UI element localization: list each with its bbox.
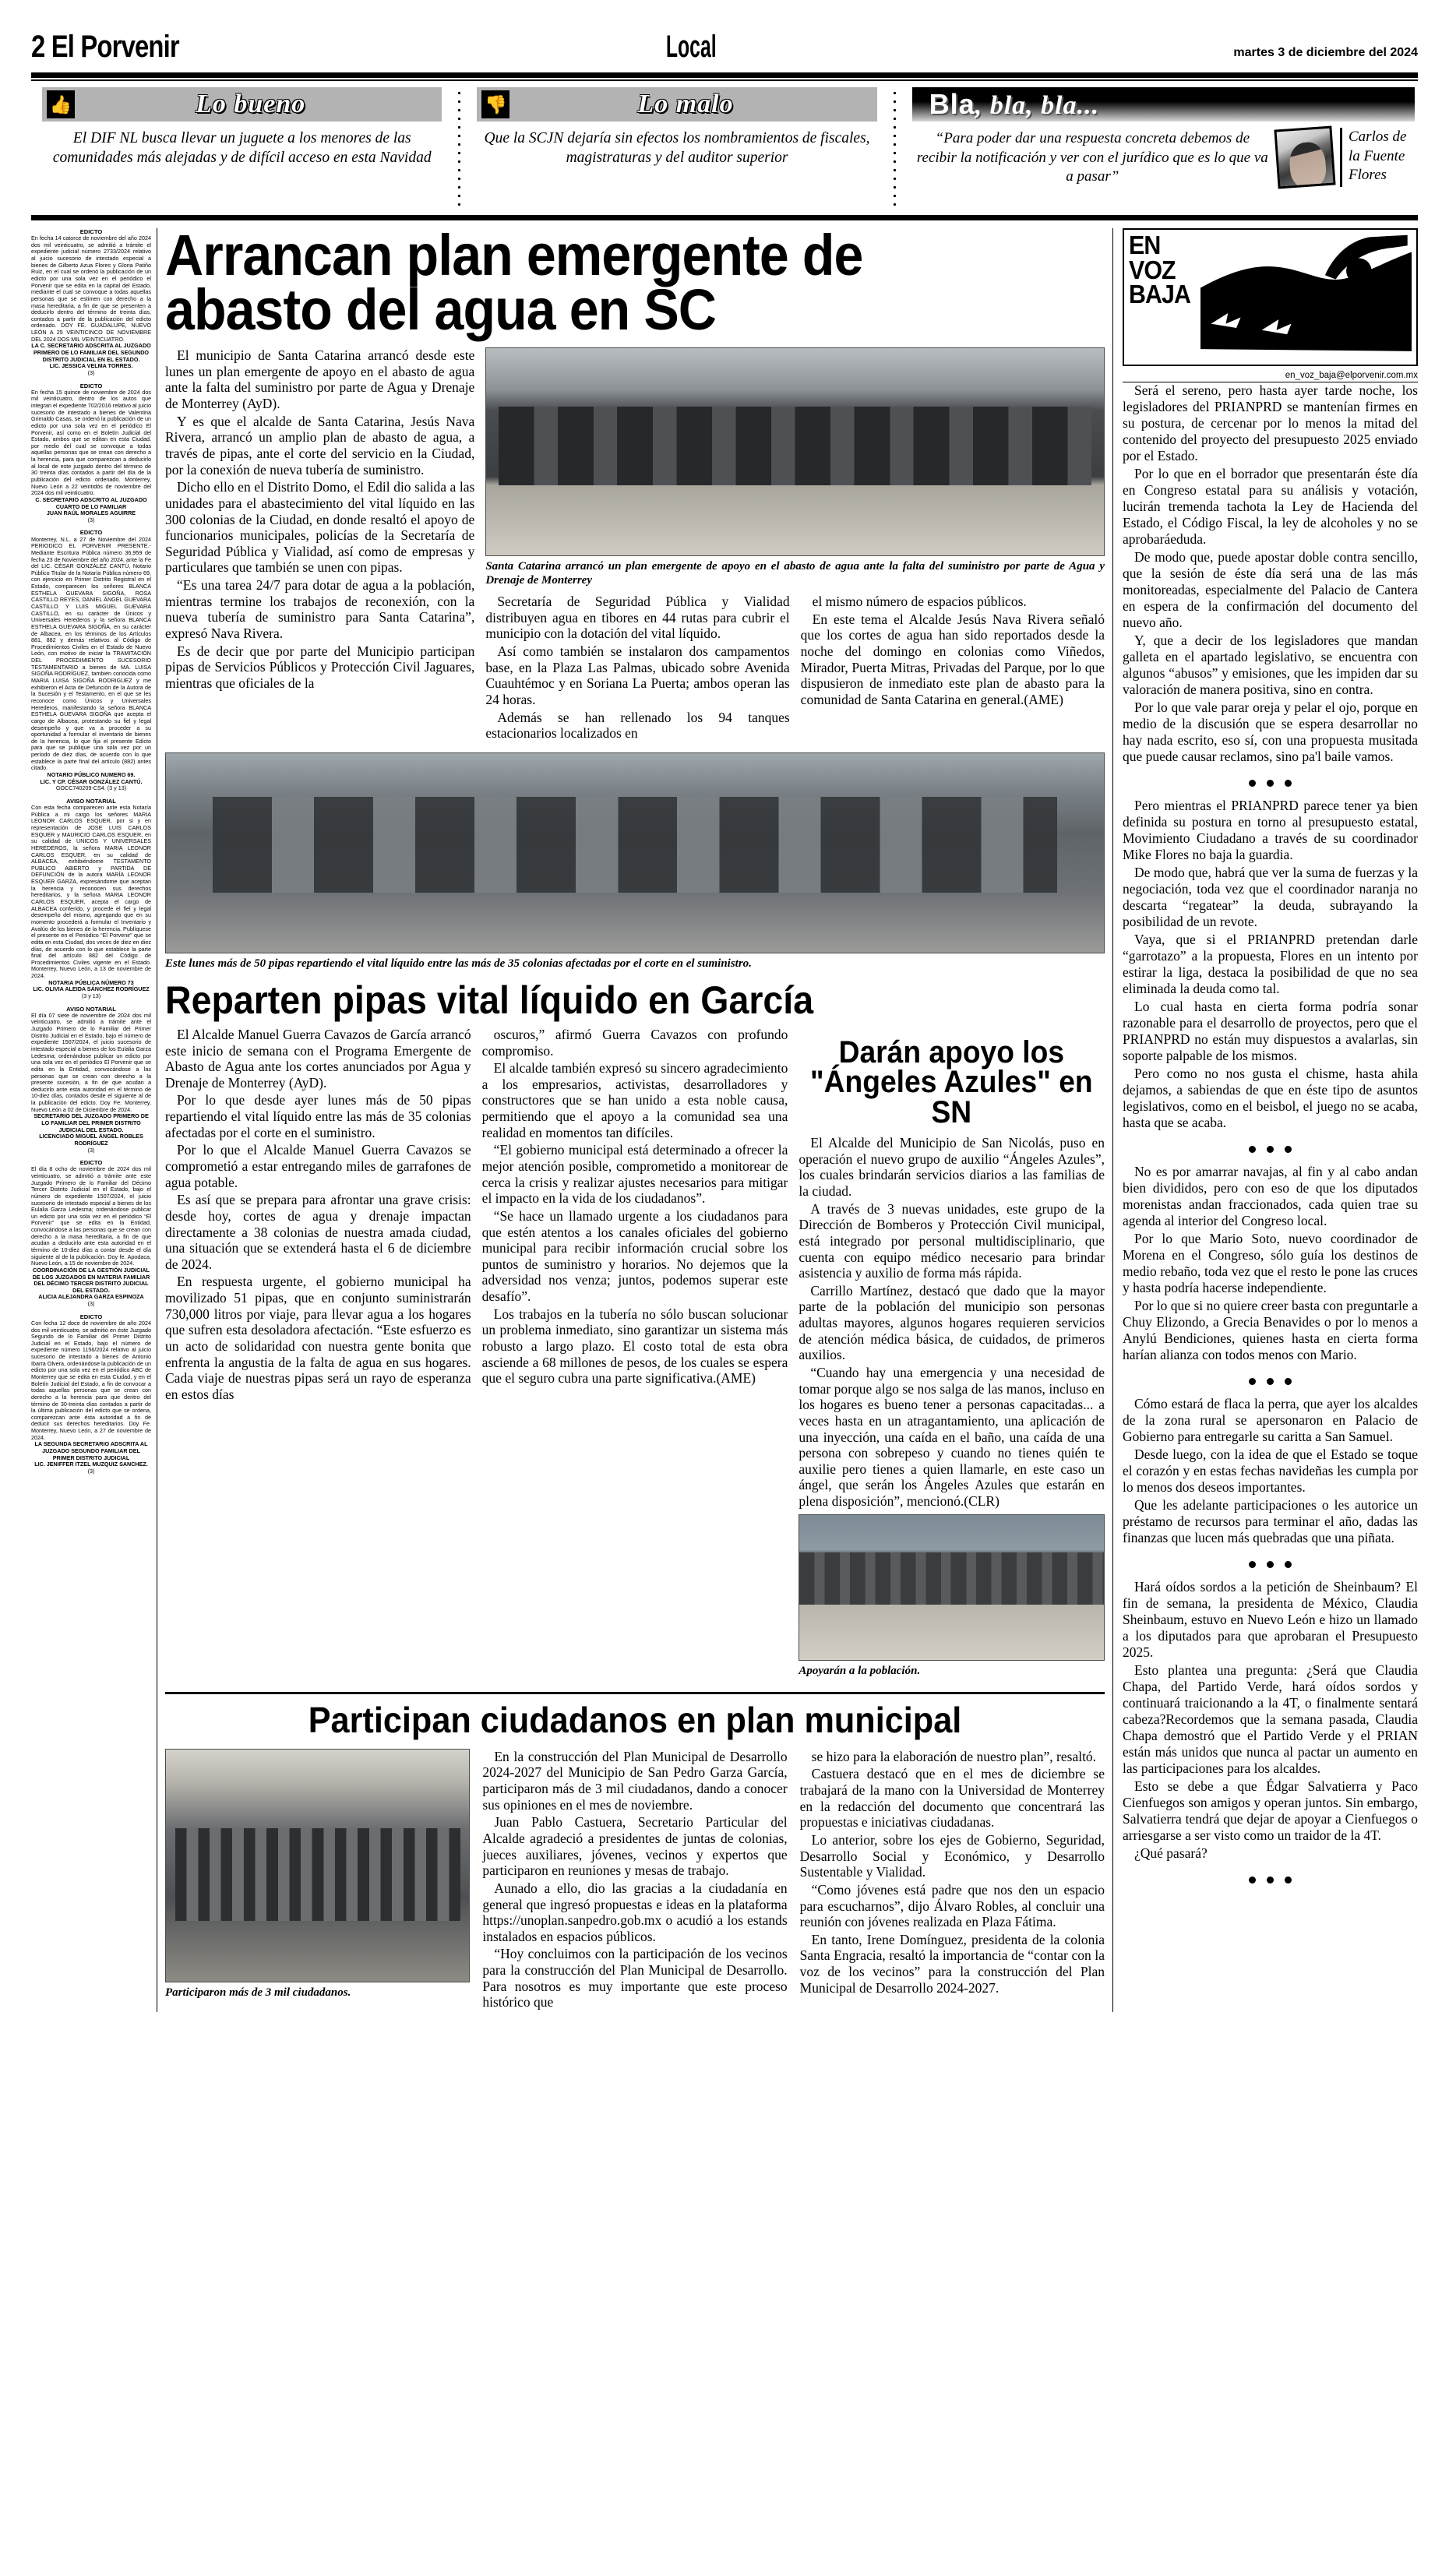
paragraph: Por lo que el Alcalde Manuel Guerra Cavazos se comprometió a estar entregando miles de garrafones de agua potable. — [165, 1142, 471, 1190]
garcia-story-columns — [165, 1027, 1105, 1684]
edicto-heading: EDICTO — [79, 382, 103, 389]
edicto-body: En fecha 14 catorce de noviembre del año 2024 dos mil veinticuatro, se admitió a trámite el expediente judicial número 2733/2024 relativo al juicio sucesorio de intestado especial a bienes de Gilberto Azua Flores y Gloria Patiño Ruiz, en el cual se ordenó la publicación de un edicto por una sola vez en el periódico el Porvenir que se edita en la capital del Estado, mediante el cual se convoque a todas aquellas personas que se estimen con derecho a la masa hereditaria, a fin de que se presenten a deducirlo dentro del término de treinta días, contados a partir de la publicación del edicto ordenado. DOY FE. GUADALUPE, NUEVO LEÓN A 25 VEINTICINCO DE NOVIEMBRE DEL 2024 DOS MIL VEINTICUATRO. — [31, 234, 151, 343]
paragraph: Los trabajos en la tubería no sólo buscan solucionar un problema inmediato, sino garantizar un sistema más robusto a largo plazo. El costo total de esta obra asciende a 68 millones de pesos, de los cuales se espera que el seguro cubra una parte significativa.(AME) — [481, 1306, 788, 1387]
paragraph: El Alcalde del Municipio de San Nicolás, puso en operación el nuevo grupo de auxilio “Ángeles Azules”, los cuales brindarán servicios diarios a las familias de la ciudad. — [799, 1135, 1105, 1199]
en-voz-baja-title — [1129, 233, 1195, 360]
paragraph: Que les adelante participaciones o les autorice un préstamo de recursos para terminar el año, dadas las finanzas que lucen más quebradas que una piñata. — [1123, 1496, 1418, 1545]
section-separator-dots — [1123, 1552, 1418, 1573]
paragraph: Será el sereno, pero hasta ayer tarde noche, los legisladores del PRIANPRD se mantenían firmes en su postura, de cercenar por lo menos la mitad del contenido del proyecto del presupuesto 2025 enviado por el Estado. — [1123, 382, 1418, 463]
paragraph: Pero como no nos gusta el chisme, hasta ahila dejamos, a sabiendas de que en éste tipo de asuntos legislativos, como en el beisbol, el juego no se acaba, hasta que se acaba. — [1123, 1065, 1418, 1130]
opinion-bla-title-rest: , bla, bla... — [975, 91, 1100, 120]
paragraph: A través de 3 nuevas unidades, este grupo de la Dirección de Bomberos y Protección Civil municipal, está integrado por personal multidisciplinario, que cuenta con equipo médico necesario para brindar asistencia y auxilio de forma más rápida. — [799, 1200, 1105, 1281]
section-separator-dots — [1123, 1868, 1418, 1888]
en-voz-baja-email[interactable]: en_voz_baja@elporvenir.com.mx — [1123, 371, 1418, 382]
whispering-silhouette-icon — [1200, 233, 1412, 360]
paragraph: Lo cual hasta en cierta forma podría sonar razonable para el desarrollo de proyectos, pero que el PRIANPRD no están muy dispuestos a avalarlas, sin soporte palpable de los mismos. — [1123, 998, 1418, 1063]
opinion-bad — [466, 87, 887, 210]
paragraph: Lo anterior, sobre los ejes de Gobierno, Seguridad, Desarrollo Social y Económico, y Desarrollo Sustentable y Vialidad. — [799, 1831, 1105, 1880]
paragraph: Pero mientras el PRIANPRD parece tener ya bien definida su postura en torno al presupuesto estatal, Movimiento Ciudadano a través de su coordinador Mike Flores no baja la guardia. — [1123, 797, 1418, 862]
avatar — [1274, 126, 1335, 189]
paragraph: Dicho ello en el Distrito Domo, el Edil dio salida a las unidades para el abastecimiento del vital líquido en las 300 colonias de la Ciudad, en donde resaltó el apoyo de funcionarios municipales, policías de la Secretaría de Seguridad Pública y Vialidad, así como de empresas y particulares que también se unen con pipas. — [165, 479, 475, 576]
paragraph: “Es una tarea 24/7 para dotar de agua a la población, mientras termine los trabajos de reconexión, con la nueva tubería de suministro para Santa Catarina”, expresó Nava Rivera. — [165, 577, 475, 641]
edicto-signature-name: ALICIA ALEJANDRA GARZA ESPINOZA — [38, 1293, 144, 1301]
edicto-number: (3) — [87, 1146, 95, 1154]
issue-date: martes 3 de diciembre del 2024 — [1233, 46, 1418, 59]
divider-rule — [165, 1692, 1105, 1694]
opinion-good — [31, 87, 453, 210]
paragraph: Y es que el alcalde de Santa Catarina, Jesús Nava Rivera, arrancó un amplio plan de abasto de agua, a través de pipas, ante el corte del servicio en la Ciudad, por la conexión de nueva tubería de suministro. — [165, 413, 475, 477]
thumbs-down-icon: 👎 — [481, 90, 509, 118]
edicto-heading: AVISO NOTARIAL — [66, 1005, 116, 1013]
edicto-item — [31, 228, 151, 377]
paragraph: Por lo que si no quiere creer basta con preguntarle a Chuy Elizondo, a Grecia Benavides o por lo menos a Anylú Bendiciones, quienes hasta en cierta forma harían alianza con todos menos con Mario. — [1123, 1297, 1418, 1362]
edicto-signature-role: COORDINACIÓN DE LA GESTIÓN JUDICIAL DE LOS JUZGADOS EN MATERIA FAMILIAR DEL DÉCIMO TERCER DISTRITO JUDICIAL DEL ESTADO. — [32, 1266, 150, 1294]
paragraph: Es así que se prepara para afrontar una grave crisis: desde hoy, cortes de agua y drenaje impactan directamente a 38 colonias de nuestra amada ciudad, una situación que se extenderá hasta el 6 de diciembre de 2024. — [165, 1192, 471, 1272]
opinion-bla-title-bold: Bla — [929, 88, 975, 120]
paragraph: “Se hace un llamado urgente a los ciudadanos para que estén atentos a los canales oficiales del gobierno municipal para recibir información crucial sobre los puntos de suministro y horarios. No dejemos que la adversidad nos venza; juntos, podemos superar este desafío”. — [481, 1207, 788, 1305]
paragraph: En este tema el Alcalde Jesús Nava Rivera señaló que los cortes de agua han sido reportados desde la noche del domingo en colonias como Viñedos, Mirador, Puerta Mitras, Privadas del Parque, por lo que dispusieron de inmediato este plan de abasto para la comunidad de Santa Catarina en general.(AME) — [800, 611, 1105, 707]
section-title: Local — [666, 30, 717, 64]
opinion-bla — [901, 87, 1418, 210]
paragraph: el mismo número de espacios públicos. — [812, 594, 1027, 610]
angeles-photo — [799, 1514, 1105, 1661]
edicto-item — [31, 798, 151, 1000]
main-story-col3 — [801, 594, 1105, 743]
main-story-photo — [485, 347, 1105, 556]
paragraph: ¿Qué pasará? — [1134, 1845, 1208, 1861]
edicto-signature-name: LIC. OLIVIA ALEIDA SÁNCHEZ RODRÍGUEZ — [33, 985, 150, 993]
opinion-bla-title — [917, 88, 1410, 121]
opinion-bla-author: Carlos de la Fuente Flores — [1340, 128, 1415, 187]
paragraph: Y, que a decir de los legisladores que mandan galleta en el apartado legislativo, se encuentra con algunos “abusos” y emisiones, que les impiden dar su valoración de manera positiva, sino en contra. — [1123, 632, 1418, 697]
edicto-heading: AVISO NOTARIAL — [66, 797, 116, 805]
dotted-divider-2 — [893, 89, 897, 210]
paragraph: Por lo que desde ayer lunes más de 50 pipas repartiendo el vital líquido entre las más de 35 colonias afectadas por el corte en el suministro. — [165, 1092, 471, 1140]
edicto-signature-role: LA C. SECRETARIO ADSCRITA AL JUZGADO PRIMERO DE LO FAMILIAR DEL SEGUNDO DISTRITO JUDICIAL EN EL ESTADO. — [31, 342, 151, 363]
main-story-columns — [165, 347, 1105, 743]
plan-col-photo — [165, 1749, 470, 2012]
edicto-heading: EDICTO — [79, 529, 103, 537]
garcia-story-caption: Este lunes más de 50 pipas repartiendo el vital líquido entre las más de 35 colonias afectadas por el corte en el suministro. — [165, 957, 752, 970]
edicto-item — [31, 1159, 151, 1308]
paragraph: Juan Pablo Castuera, Secretario Particular del Alcalde agradeció a presidentes de juntas de colonias, jueces auxiliares, jóvenes, vecinos y expertos que participaron en reuniones y mesas de trabajo. — [482, 1814, 788, 1879]
edicto-signature-role: SECRETARIO DEL JUZGADO PRIMERO DE LO FAMILIAR DEL PRIMER DISTRITO JUDICIAL DEL ESTADO. — [33, 1112, 149, 1133]
paragraph: se hizo para la elaboración de nuestro plan”, resaltó. — [811, 1748, 1097, 1764]
opinion-bla-quote: “Para poder dar una respuesta concreta debemos de recibir la notificación y ver con el jurídico que es lo que va a pasar” — [916, 130, 1268, 185]
paragraph: Por lo que Mario Soto, nuevo coordinador de Morena en el Congreso, sólo guía los destinos de medio rebaño, toda vez que el resto le pone las cruces y hasta podría hacerse independiente. — [1123, 1230, 1418, 1295]
opinion-good-text: El DIF NL busca llevar un juguete a los menores de las comunidades más alejadas y de difícil acceso en esta Navidad — [52, 130, 432, 166]
opinion-bad-title: Lo malo — [637, 90, 734, 118]
edictos-column — [31, 228, 157, 2012]
paragraph: “Cuando hay una emergencia y una necesidad de tomar porque algo se nos salga de las manos, incluso en los hogares es bueno tener a personas capacitadas... a veces hasta en un atragantamiento, una aplicación de una inyección, una caída en el baño, una caída de una persona con sobrepeso y cuando no tienes quién te auxilie pero tienes a quien llamarle, en este caso un ángel, que serán los Ángeles Azules que estarán en plena disposición”, mencionó.(CLR) — [799, 1365, 1105, 1510]
garcia-headline: Reparten pipas vital líquido en García — [165, 978, 814, 1022]
plan-municipal-columns — [165, 1749, 1105, 2012]
plan-municipal-photo — [165, 1749, 470, 1982]
paragraph: “El gobierno municipal está determinado a ofrecer la mejor atención posible, comprometido a monitorear de cerca la crisis y realizar ajustes necesarios para mitigar el impacto en la vida de los ciudadanos”. — [481, 1142, 788, 1207]
masthead-rule-thin — [31, 79, 1418, 81]
edicto-heading: EDICTO — [79, 1313, 103, 1320]
angeles-headline: Darán apoyo los "Ángeles Azules" en SN — [810, 1034, 1093, 1129]
edicto-number: (3) — [87, 516, 95, 523]
paragraph: Castuera destacó que en el mes de diciembre se trabajará de la mano con la Universidad de Monterrey en la redacción del documento que concentrará las propuestas e iniciativas ciudadanas. — [799, 1766, 1105, 1831]
main-story-photo-and-text — [485, 347, 1105, 743]
main-story-col2 — [485, 594, 789, 743]
angeles-caption: Apoyarán a la población. — [799, 1664, 921, 1677]
paragraph: Desde luego, con la idea de que el Estado se toque el corazón y en estas fechas navideñas les cumpla por lo menos dos deseos importantes. — [1123, 1446, 1418, 1495]
edicto-signature-name: LICENCIADO MIGUEL ÁNGEL ROBLES RODRÍGUEZ — [39, 1133, 143, 1147]
paragraph: Aunado a ello, dio las gracias a la ciudadanía en general que ingresó propuestas e ideas en la plataforma https://unoplan.sanpedro.gob.mx o acudió a los estands instalados en espacios públicos. — [482, 1880, 788, 1944]
paragraph: De modo que, habrá que ver la suma de fuerzas y la negociación, toda vez que el coordinador naranja no descarta “regatear” la deuda, subrayando la posibilidad de un revote. — [1123, 864, 1418, 929]
edicto-heading: EDICTO — [79, 1159, 103, 1167]
edicto-signature-role: C. SECRETARIO ADSCRITO AL JUZGADO CUARTO DE LO FAMILIAR — [35, 495, 147, 510]
paragraph: Por lo que en el borrador que presentarán éste día en Congreso estatal para su análisis y votación, lucirán tremenda tachota la Ley de Hacienda del Estado, el Código Fiscal, la ley de alcoholes y no se aprobaráeduda. — [1123, 465, 1418, 547]
paragraph: El Alcalde Manuel Guerra Cavazos de García arrancó este inicio de semana con el Programa Emergente de Abasto de Agua ante los cortes anunciados por Agua y Drenaje de Monterrey (AyD). — [165, 1026, 471, 1091]
edicto-body: El día 07 siete de noviembre de 2024 dos mil veinticuatro, se admitió a trámite ante el Juzgado Primero de lo Familiar del Primer Distrito Judicial en el Estado, bajo el número de expediente 1507/2024, el juicio sucesorio de intestado especial a bienes de los Eulalia Garza Ledesma; ordenándose publicar un edicto por una sola vez en el periódico El Porvenir que se edita en la Entidad, convocándose a las personas que se crean con derecho a la presente sucesión, a fin de que acudan a deducirlo ante esta autoridad en el término de 10-diez días, contados desde el siguiente al de la publicación del edicto. Doy Fe. Monterrey, Nuevo León a 02 de Diciembre de 2024. — [31, 1011, 151, 1113]
opinion-bad-bar — [477, 87, 876, 122]
edicto-number: (3) — [87, 1300, 95, 1308]
edicto-number: GOCC740209-CS4. (3 y 13) — [55, 784, 127, 792]
edicto-body: Con esta fecha comparecen ante esta Notaría Pública a mi cargo los señores MARIA LEONOR CARLOS ESQUER, por si y en representación de JOSE LUIS CARLOS ESQUER y MAURICIO CARLOS ESQUER, en su calidad de UNICOS Y UNIVERSALES HEREDEROS, la señora MARIA LEONOR CARLOS ESQUER, en su calidad de ALBACEA, exhibiéndome TESTAMENTO PUBLICO ABIERTO y PARTIDA DE DEFUNCIÓN de la autora MARÍA LEONOR ESQUER GARZA, expresándome que aceptan la herencia y reconocen sus derechos hereditarios, y la señora MARIA LEONOR CARLOS ESQUER, acepta el cargo de ALBACEA conferido, y procede el fiel y legal desempeño del mismo, agregando que en su momento procederá a formular el Inventario y Avalúo de los bienes de la herencia. Publíquese el presente en el Periódico “El Porvenir” que se edita en esta Ciudad, dos veces de diez en diez días, de acuerdo con lo que establece la parte final del artículo 882 del Código de Procedimientos Civiles vigente en el Estado. Monterrey, Nuevo León, a 13 de noviembre de 2024. — [31, 804, 151, 980]
opinion-bla-photo — [1276, 128, 1337, 187]
masthead-rule-thick — [31, 72, 1418, 78]
opinion-good-title: Lo bueno — [196, 90, 306, 118]
edicto-heading: EDICTO — [79, 228, 103, 235]
en-voz-baja-logo-box — [1123, 228, 1418, 366]
opinion-bla-body — [912, 122, 1415, 187]
garcia-story-photo — [165, 752, 1105, 953]
main-headline: Arrancan plan emergente de abasto del agua en SC — [165, 223, 863, 342]
edicto-signature-role: NOTARIO PÚBLICO NUMERO 69. — [47, 771, 136, 779]
edicto-number: (3) — [87, 1467, 95, 1475]
paragraph: Vaya, que si el PRIANPRD pretendan darle “garrotazo” a la propuesta, Flores en un intento por estirar la liga, destaca la posibilidad de que no sea eliminada la deuda como tal. — [1123, 931, 1418, 996]
page-title: 2 El Porvenir — [31, 30, 179, 64]
main-grid — [31, 223, 1418, 2012]
garcia-col1 — [165, 1027, 471, 1684]
edicto-signature-name: LIC. JESSICA VELMA TORRES. — [49, 362, 133, 370]
plan-municipal-headline: Participan ciudadanos en plan municipal — [308, 1699, 962, 1740]
edicto-body: Con fecha 12 doce de noviembre de año 2024 dos mil veinticuatro, se admitió en éste Juzgado Segundo de lo Familiar del Primer Distrito Judicial en el Estado, bajo el número de expediente número 1156/2024 relativo al juicio sucesorio de intestado a bienes de Antonio Ibarra Olvera, ordenándose la publicación de un edicto por una sola vez en el periódico ABC de Monterrey que se edita en esta Ciudad, y en el Boletín Judicial del Estado, a fin de convocar a todas aquellas personas que se crean con derecho a la herencia para que dentro del término de 30-treinta días contados a partir de la última publicación del edicto que se ordena, comparezcan ante ésta autoridad a fin de deducir sus derechos hereditarios. Doy Fe. Monterrey, Nuevo León, a 27 de noviembre de 2024. — [31, 1319, 151, 1441]
plan-municipal-caption: Participaron más de 3 mil ciudadanos. — [165, 1986, 351, 1999]
paragraph: Secretaría de Seguridad Pública y Vialidad distribuyen agua en tibores en 44 rutas para cubrir el municipio con la dotación del vital líquido. — [485, 594, 790, 642]
edicto-body: Monterrey, N.L. a 27 de Noviembre del 2024 PERIODICO EL PORVENIR PRESENTE.- Mediante Escritura Pública número 36,959 de fecha 23 de Noviembre del año 2024, ante la Fe del LIC. CÉSAR GONZÁLEZ CANTÚ, Notario Público Titular de la Notaría Pública número 69, con ejercicio en Primer Distrito Registral en el Estado, comparecen los señores BLANCA ESTHELA GUEVARA SIGOÑA, ROSA CASTILLO REYES, DANIEL ÁNGEL GUEVARA CASTILLO Y LUIS MIGUEL GUEVARA CASTILLO, en su carácter de Únicos y Universales Herederos y la señora BLANCA ESTHELA GUEVARA SIGOÑA, en su carácter de Albacea, en los términos de los Artículos 881, 882 y demás relativos al Código de Procedimientos Civiles en el Estado de Nuevo León, con motivo de iniciar la TRAMITACIÓN DEL PROCEDIMIENTO SUCESORIO TESTAMENTARIO a bienes de MA. LUISA SIGOÑA RODRÍGUEZ, también conocida como MARIA LUISA SIGOÑA RODRIGUEZ y me exhibieron el Acta de Defunción de la Autora de la Sucesión y el Testamento, en el que se les reconoce como Únicos y Universales Herederos, manifestando la señora BLANCA ESTHELA GUEVARA SIGOÑA que acepta el cargo de Albacea, protestando su fiel y legal desempeño y que va a proceder a su oportunidad a formular el inventario de bienes de la herencia, lo que fija el presente Edicto para que se publique una sola vez por un período de diez días, de acuerdo con lo que establece la parte final del artículo (882) antes citado. — [31, 535, 151, 772]
paragraph: “Como jóvenes está padre que nos den un espacio para escucharnos”, dijo Álvaro Robles, al concluir una reunión con jóvenes realizada en Plaza Fátima. — [799, 1881, 1105, 1930]
opinion-bla-bar — [912, 87, 1415, 122]
paragraph: Es de decir que por parte del Municipio participan pipas de Servicios Públicos y Protección Civil Jaguares, mientras que oficiales de la — [165, 643, 475, 691]
thumbs-up-icon: 👍 — [47, 90, 75, 118]
paragraph: Por lo que vale parar oreja y pelar el ojo, porque en medio de la discusión que se espera desarrollar no hay nada escrito, eso sí, con una propuesta musitada que puede causar reclamos, sino pa'l baile vamos. — [1123, 699, 1418, 764]
opinion-bad-text: Que la SCJN dejaría sin efectos los nombramientos de fiscales, magistraturas y del auditor superior — [484, 130, 870, 166]
opinion-good-bar — [42, 87, 442, 122]
paragraph: El alcalde también expresó su sincero agradecimiento a los empresarios, activistas, desarrolladores y constructores que se han unido a esta noble causa, permitiendo que el apoyo a la comunidad sea una realidad en momentos tan difíciles. — [481, 1060, 788, 1140]
paragraph: Así como también se instalaron dos campamentos base, en la Plaza Las Palmas, ubicado sobre Avenida Cuauhtémoc y en Soriana La Puerta; ambos operan las 24 horas. — [485, 643, 790, 707]
en-voz-baja-header — [1129, 233, 1412, 360]
edicto-item — [31, 1006, 151, 1154]
edicto-body: El día 8 ocho de noviembre de 2024 dos mil veinticuatro, se admitió a trámite ante este Juzgado Primero de lo Familiar del Décimo Tercer Distrito Judicial en el Estado, bajo el número de expediente 1507/2024, el juicio sucesorio de intestado especial a bienes de los Eulalia Garza Ledesma; ordenándose publicar un edicto por una sola vez en el periódico “El Porvenir” que se edita en la Entidad, convocándose a las personas que se crean con derecho a la masa hereditaria, a fin de que acudan a deducirlo ante esta autoridad en el término de 10-diez días a contar desde el día siguiente al de la publicación. Doy fe. Apodaca, Nuevo León, a 15 de noviembre de 2024. — [31, 1165, 151, 1267]
section-separator-dots — [1123, 1369, 1418, 1390]
edicto-signature-name: JUAN RAÚL MORALES AGUIRRE — [46, 509, 136, 517]
paragraph: Hará oídos sordos a la petición de Sheinbaum? El fin de semana, la presidenta de México, Claudia Sheinbaum, estuvo en Nuevo León e hizo un llamado a los diputados para que aprobaran el Presupuesto 2025. — [1123, 1578, 1418, 1660]
section-separator-dots — [1123, 1137, 1418, 1158]
voz-line-3: BAJA — [1129, 280, 1190, 309]
angeles-story — [799, 1027, 1105, 1684]
section-separator-dots — [1123, 771, 1418, 791]
plan-col2 — [800, 1749, 1105, 2012]
edicto-number: (3) — [87, 368, 95, 376]
garcia-col2 — [482, 1027, 788, 1684]
opinion-strip — [31, 87, 1418, 210]
paragraph: Cómo estará de flaca la perra, que ayer los alcaldes de la zona rural se apersonaron en Palacio de Gobierno para entregarle su caritta a San Samuel. — [1123, 1395, 1418, 1444]
paragraph: “Hoy concluimos con la participación de los vecinos para la construcción del Plan Municipal de Desarrollo. Para nosotros es muy importante que este proceso histórico que — [482, 1946, 788, 2010]
paragraph: Esto plantea una pregunta: ¿Será que Claudia Chapa, del Partido Verde, hará oídos sordos y continuará traicionando a la 4T, o finalmente sentará cabeza?Recordemos que la semana pasada, Claudia Chapa demostró que el Partido Verde y el PRIAN están más unidos que nunca al pactar un aumento en las participaciones para los alcaldes. — [1123, 1662, 1418, 1776]
edicto-item — [31, 529, 151, 791]
edicto-body: En fecha 15 quince de noviembre de 2024 dos mil veinticuatro, dentro de los autos que integran el expediente 702/2016 relativo al juicio sucesorio de intestado a bienes de Valentina Grimaldo Casas, se ordenó la publicación de un edicto por una sola vez en el periódico El Porvenir, así como en el Boletín Judicial del Estado, ambos que se editan en esta Ciudad, por medio del cual se convoque a todas aquellas personas que se crean con derecho a la herencia, para que comparezcan a deducirlo al local de este juzgado dentro del término de 30 treinta días contados a partir del día de la publicación del edicto ordenado. Monterrey, Nuevo León a 22 veintidós de noviembre del 2024 dos mil veinticuatro. — [31, 388, 151, 497]
main-story-col1 — [165, 347, 474, 743]
edicto-signature-role: LA SEGUNDA SECRETARIO ADSCRITA AL JUZGADO SEGUNDO FAMILIAR DEL PRIMER DISTRITO JUDICIAL — [34, 1440, 148, 1461]
edicto-signature-name: LIC. JENIFFER ITZEL MUZQUIZ SANCHEZ. — [34, 1461, 148, 1468]
masthead — [23, 0, 1426, 71]
strip-bottom-rule — [31, 215, 1418, 220]
en-voz-baja-body — [1123, 382, 1418, 1888]
center-column — [157, 223, 1112, 2012]
paragraph: Esto se debe a que Édgar Salvatierra y Paco Cienfuegos son amigos y operan juntos. Sin embargo, Salvatierra tendrá que dejar de apoyar a Cienfuegos o arriesgarse a ser visto como un traidor de la 4T. — [1123, 1778, 1418, 1843]
paragraph: En tanto, Irene Domínguez, presidenta de la colonia Santa Engracia, resaltó la importancia de “contar con la voz de los vecinos” para la construcción del Plan Municipal de Desarrollo 2024-2027. — [799, 1931, 1105, 1996]
paragraph: En la construcción del Plan Municipal de Desarrollo 2024-2027 del Municipio de San Pedro Garza García, participaron más de 3 mil ciudadanos, dando a conocer sus opiniones en el mes de noviembre. — [482, 1748, 788, 1813]
paragraph: El municipio de Santa Catarina arrancó desde este lunes un plan emergente de apoyo en el abasto de agua ante la falta del suministro por parte de Agua y Drenaje de Monterrey (AyD). — [165, 347, 475, 412]
plan-col1 — [482, 1749, 787, 2012]
en-voz-baja-column — [1112, 228, 1418, 2012]
plan-municipal-story — [165, 1692, 1105, 2012]
paragraph: No es por amarrar navajas, al fin y al cabo andan bien divididos, pero con eso de que los diputados morenistas andan fraccionados, cada quien trae su agenda al interior del Congreso local. — [1123, 1163, 1418, 1228]
paragraph: oscuros,” afirmó Guerra Cavazos con profundo compromiso. — [481, 1026, 788, 1059]
paragraph: En respuesta urgente, el gobierno municipal ha movilizado 51 pipas, que en conjunto suministrarán 730,000 litros por viaje, para llevar agua a los hogares que sufren esta desoladora afectación. “Este esfuerzo es un acto de solidaridad con nuestra gente bonita que enfrenta la angustia de la falta de agua en sus hogares. Cada viaje de nuestras pipas será un rayo de esperanza en estos días — [165, 1274, 471, 1402]
voz-line-1: EN — [1129, 231, 1161, 259]
paragraph: De modo que, puede apostar doble contra sencillo, que la sesión de éste día será una de las más monitoreadas, especialmente del Palacio de Cantera en espera de la confirmación del documento del nuevo año. — [1123, 548, 1418, 630]
edicto-signature-name: LIC. Y CP. CÉSAR GONZÁLEZ CANTÚ. — [40, 777, 143, 785]
paragraph: Carrillo Martínez, destacó que dado que la mayor parte de la población del municipio son personas adultas mayores, algunos hogares requieren servicios de atención médica básica, de cuidados, de primeros auxilios. — [799, 1282, 1105, 1363]
edicto-number: (3 y 13) — [81, 992, 101, 999]
dotted-divider-1 — [457, 89, 461, 210]
edicto-signature-role: NOTARIA PÚBLICA NÚMERO 73 — [48, 978, 134, 986]
paragraph: Además se han rellenado los 94 tanques estacionarios localizados en — [485, 709, 790, 742]
main-story-caption: Santa Catarina arrancó un plan emergente de apoyo en el abasto de agua ante la falta del suministro por parte de Agua y Drenaje de Monterrey — [485, 560, 1105, 587]
voz-line-2: VOZ — [1129, 255, 1176, 284]
edicto-item — [31, 1313, 151, 1475]
edicto-item — [31, 382, 151, 524]
